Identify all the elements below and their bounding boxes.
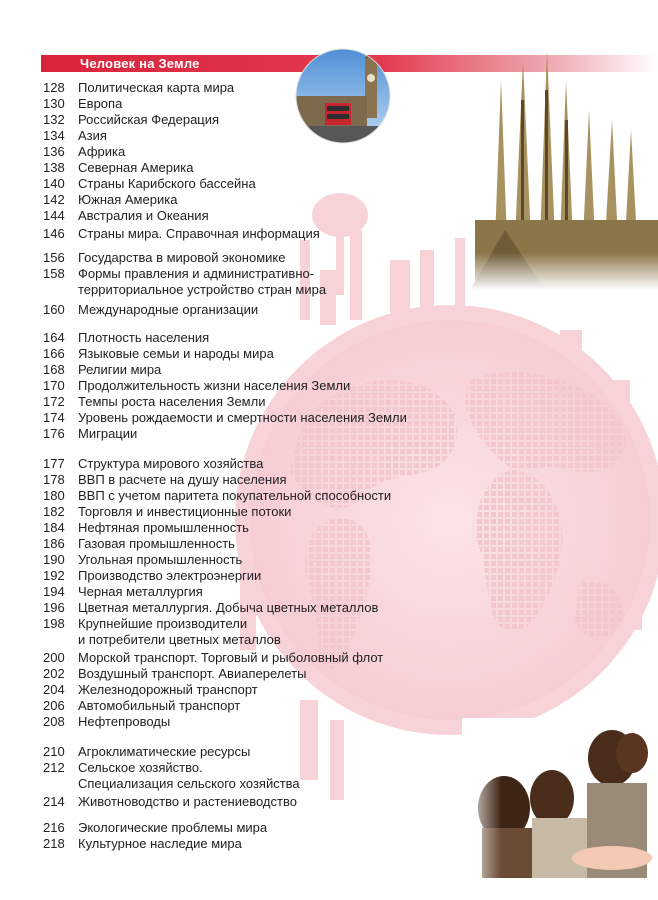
toc-entry-title: Агроклиматические ресурсы xyxy=(78,744,251,759)
toc-entry-title: Нефтепроводы xyxy=(78,714,171,729)
toc-entry-title: Производство электроэнергии xyxy=(78,568,262,583)
toc-entry-title: Газовая промышленность xyxy=(78,536,235,551)
toc-entry-title: Угольная промышленность xyxy=(78,552,243,567)
toc-entry-title: Африка xyxy=(78,144,126,159)
toc-entry-title: Азия xyxy=(78,128,107,143)
toc-page-number: 192 xyxy=(43,568,65,583)
toc-page-number: 132 xyxy=(43,112,65,127)
toc-entry-title: Животноводство и растениеводство xyxy=(78,794,297,809)
toc-entry-title: территориальное устройство стран мира xyxy=(78,282,327,297)
toc-entry-title: Крупнейшие производители xyxy=(78,616,248,631)
toc-page-number: 210 xyxy=(43,744,65,759)
toc-entry-title: Торговля и инвестиционные потоки xyxy=(78,504,292,519)
toc-page-number: 156 xyxy=(43,250,65,265)
cathedral-photo xyxy=(465,40,658,290)
toc-entry-title: и потребители цветных металлов xyxy=(78,632,281,647)
toc-entry-title: Международные организации xyxy=(78,302,259,317)
toc-page-number: 206 xyxy=(43,698,65,713)
toc-entry-title: Уровень рождаемости и смертности населения Земли xyxy=(78,410,407,425)
toc-entry-title: Морской транспорт. Торговый и рыболовный флот xyxy=(78,650,384,665)
toc-page-number: 212 xyxy=(43,760,65,775)
toc-page-number: 144 xyxy=(43,208,65,223)
toc-page-number: 218 xyxy=(43,836,65,851)
toc-page-number: 164 xyxy=(43,330,65,345)
toc-entry-title: Миграции xyxy=(78,426,138,441)
toc-page-number: 194 xyxy=(43,584,65,599)
toc-entry-title: Темпы роста населения Земли xyxy=(78,394,266,409)
toc-page-number: 198 xyxy=(43,616,65,631)
toc-entry-title: Автомобильный транспорт xyxy=(78,698,241,713)
toc-page-number: 204 xyxy=(43,682,65,697)
toc-page-number: 174 xyxy=(43,410,65,425)
toc-page-number: 196 xyxy=(43,600,65,615)
toc-entry-title: Языковые семьи и народы мира xyxy=(78,346,274,361)
toc-page-number: 208 xyxy=(43,714,65,729)
toc-entry-title: Государства в мировой экономике xyxy=(78,250,286,265)
toc-entry-title: Страны Карибского бассейна xyxy=(78,176,256,191)
toc-page-number: 168 xyxy=(43,362,65,377)
toc-page-number: 140 xyxy=(43,176,65,191)
toc-page-number: 130 xyxy=(43,96,65,111)
toc-page-number: 134 xyxy=(43,128,65,143)
london-photo xyxy=(295,48,391,144)
toc-entry-title: Плотность населения xyxy=(78,330,210,345)
toc-page-number: 166 xyxy=(43,346,65,361)
toc-entry-title: Сельское хозяйство. xyxy=(78,760,203,775)
toc-page-number: 202 xyxy=(43,666,65,681)
toc-page-number: 182 xyxy=(43,504,65,519)
toc-entry-title: Структура мирового хозяйства xyxy=(78,456,264,471)
toc-entry-title: Экологические проблемы мира xyxy=(78,820,268,835)
toc-entry-title: ВВП в расчете на душу населения xyxy=(78,472,287,487)
toc-page-number: 158 xyxy=(43,266,65,281)
toc-page-number: 138 xyxy=(43,160,65,175)
toc-page-number: 172 xyxy=(43,394,65,409)
toc-entry-title: Культурное наследие мира xyxy=(78,836,242,851)
toc-page-number: 177 xyxy=(43,456,65,471)
toc-page-number: 128 xyxy=(43,80,65,95)
toc-page-number: 146 xyxy=(43,226,65,241)
children-photo xyxy=(462,718,658,878)
toc-page-number: 216 xyxy=(43,820,65,835)
toc-page-number: 178 xyxy=(43,472,65,487)
toc-page-number: 214 xyxy=(43,794,65,809)
toc-entry-title: Цветная металлургия. Добыча цветных металлов xyxy=(78,600,379,615)
toc-entry-title: Австралия и Океания xyxy=(78,208,209,223)
toc-entry-title: Продолжительность жизни населения Земли xyxy=(78,378,351,393)
toc-entry-title: Черная металлургия xyxy=(78,584,203,599)
toc-page-number: 142 xyxy=(43,192,65,207)
toc-entry-title: Страны мира. Справочная информация xyxy=(78,226,320,241)
toc-entry-title: Российская Федерация xyxy=(78,112,220,127)
section-title: Человек на Земле xyxy=(80,56,200,71)
toc-page-number: 176 xyxy=(43,426,65,441)
toc-page-number: 136 xyxy=(43,144,65,159)
toc-entry-title: Южная Америка xyxy=(78,192,178,207)
toc-entry-title: Нефтяная промышленность xyxy=(78,520,249,535)
toc-page-number: 170 xyxy=(43,378,65,393)
toc-page-number: 200 xyxy=(43,650,65,665)
toc-page-number: 190 xyxy=(43,552,65,567)
toc-page-number: 186 xyxy=(43,536,65,551)
toc-entry-title: Специализация сельского хозяйства xyxy=(78,776,300,791)
toc-page-number: 184 xyxy=(43,520,65,535)
toc-entry-title: Воздушный транспорт. Авиаперелеты xyxy=(78,666,307,681)
toc-entry-title: Формы правления и административно- xyxy=(78,266,315,281)
toc-entry-title: Религии мира xyxy=(78,362,162,377)
toc-page-number: 180 xyxy=(43,488,65,503)
toc-entry-title: Северная Америка xyxy=(78,160,194,175)
toc-entry-title: ВВП с учетом паритета покупательной способности xyxy=(78,488,392,503)
toc-entry-title: Европа xyxy=(78,96,123,111)
toc-page-number: 160 xyxy=(43,302,65,317)
toc-entry-title: Политическая карта мира xyxy=(78,80,235,95)
toc-entry-title: Железнодорожный транспорт xyxy=(78,682,258,697)
